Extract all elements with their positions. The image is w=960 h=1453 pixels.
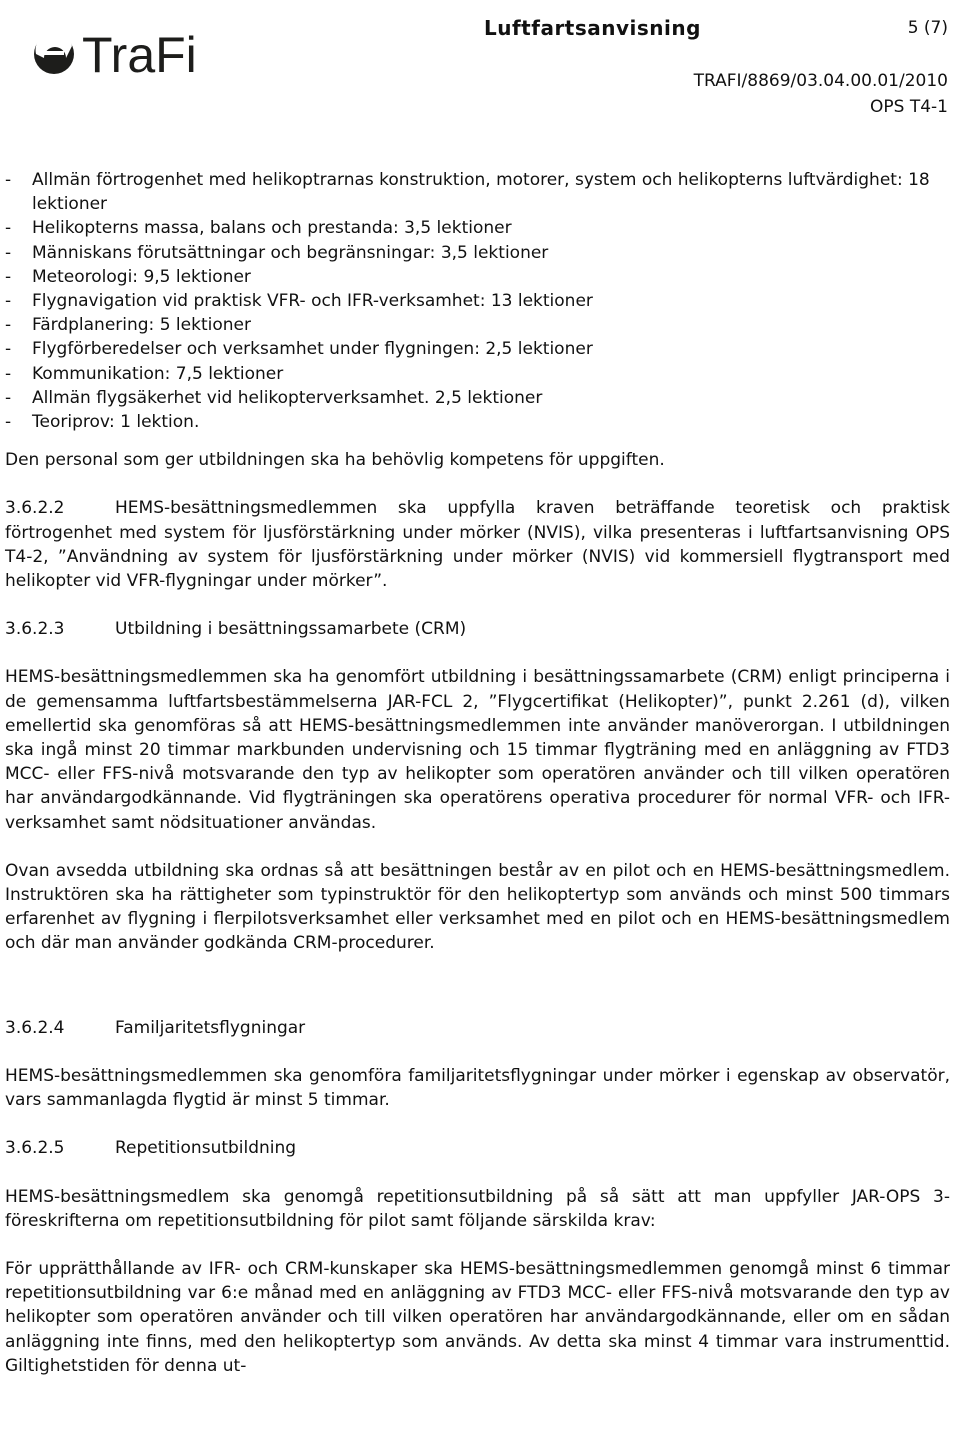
list-item: - Flygnavigation vid praktisk VFR- och IFR-verksamhet: 13 lektioner bbox=[5, 291, 593, 312]
lesson-list bbox=[5, 168, 950, 434]
document-body bbox=[5, 168, 950, 1378]
ifr-crm-maintenance-paragraph: För upprätthållande av IFR- och CRM-kunskaper ska HEMS-besättningsmedlemmen genomgå minst 6 timmar repetitionsutbildning var 6:e månad med en anläggning av FTD3 MCC- eller FFS-nivå motsvarande den typ av helikopter som operatören använder och till vilken operatören har användargodkännande, eller om en sådan anläggning inte finns, med den helikoptertyp som används. Av detta ska minst 4 timmar vara instrumenttid. Giltighetstiden för denna ut- bbox=[5, 1258, 950, 1376]
trafi-logo bbox=[32, 18, 242, 90]
list-item: - Meteorologi: 9,5 lektioner bbox=[5, 266, 251, 287]
ops-code: OPS T4-1 bbox=[870, 97, 948, 117]
section-number: 3.6.2.2 bbox=[5, 498, 65, 519]
section-title: Familjaritetsflygningar bbox=[115, 1017, 306, 1038]
section-number: 3.6.2.5 bbox=[5, 1138, 65, 1159]
list-item: - Flygförberedelser och verksamhet under flygningen: 2,5 lektioner bbox=[5, 339, 593, 360]
list-item: - Helikopterns massa, balans och prestanda: 3,5 lektioner bbox=[5, 218, 512, 239]
page-number: 5 (7) bbox=[907, 18, 948, 38]
section-heading-3625 bbox=[5, 1136, 950, 1160]
list-item: - Teoriprov: 1 lektion. bbox=[5, 412, 200, 433]
list-item: - Färdplanering: 5 lektioner bbox=[5, 315, 251, 336]
staff-competence-paragraph: Den personal som ger utbildningen ska ha behövlig kompetens för uppgiften. bbox=[5, 450, 665, 471]
section-number: 3.6.2.4 bbox=[5, 1017, 65, 1038]
section-title: Repetitionsutbildning bbox=[115, 1138, 297, 1159]
logo-wordmark: TraFi bbox=[82, 27, 197, 83]
crm-training-paragraph: HEMS-besättningsmedlemmen ska ha genomfört utbildning i besättningssamarbete (CRM) enligt principerna i de gemensamma luftfartsbestämmelserna JAR-FCL 2, ”Flygcertifikat (Helikopter)”, punkt 2.261 (d), vilken emellertid ska genomföras så att HEMS-besättningsmedlemmen inte använder manöverorgan. I utbildningen ska ingå minst 20 timmar markbunden undervisning och 15 timmar flygträning med en anläggning av FTD3 MCC- eller FFS-nivå motsvarande den typ av helikopter som operatören använder och till vilken operatören har användargodkännande. Vid flygträningen ska operatörens operativa procedurer för normal VFR- och IFR-verksamhet samt nödsituationer användas. bbox=[5, 667, 950, 833]
list-item: - Människans förutsättningar och begränsningar: 3,5 lektioner bbox=[5, 242, 549, 263]
section-title: Utbildning i besättningssamarbete (CRM) bbox=[115, 619, 467, 640]
document-type: Luftfartsanvisning bbox=[484, 16, 701, 40]
section-number: 3.6.2.3 bbox=[5, 619, 65, 640]
list-item: - Allmän förtrogenhet med helikoptrarnas konstruktion, motorer, system och helikopterns luftvärdighet: 18 lektioner bbox=[5, 170, 930, 215]
list-item: - Kommunikation: 7,5 lektioner bbox=[5, 363, 284, 384]
recurrent-training-paragraph: HEMS-besättningsmedlem ska genomgå repetitionsutbildning på så sätt att man uppfyller JAR-OPS 3-föreskrifterna om repetitionsutbildning för pilot samt följande särskilda krav: bbox=[5, 1186, 950, 1231]
section-heading-3624 bbox=[5, 1016, 950, 1040]
list-item: - Allmän flygsäkerhet vid helikopterverksamhet. 2,5 lektioner bbox=[5, 387, 543, 408]
familiarization-paragraph: HEMS-besättningsmedlemmen ska genomföra familjaritetsflygningar under mörker i egenskap av observatör, vars sammanlagda flygtid är minst 5 timmar. bbox=[5, 1065, 950, 1111]
section-3622-paragraph: 3.6.2.2 HEMS-besättningsmedlemmen ska uppfylla kraven beträffande teoretisk och praktisk förtrogenhet med system för ljusförstärkning under mörker (NVIS), vilka presenteras i luftfartsanvisning OPS T4-2, ”Användning av system för ljusförstärkning under mörker (NVIS) vid kommersiell flygtransport med helikopter vid VFR-flygningar under mörker”. bbox=[5, 498, 950, 592]
document-reference bbox=[694, 68, 948, 120]
reference-number: TRAFI/8869/03.04.00.01/2010 bbox=[693, 71, 948, 91]
section-heading-3623 bbox=[5, 617, 950, 641]
crm-instructor-paragraph: Ovan avsedda utbildning ska ordnas så att besättningen består av en pilot och en HEMS-besättningsmedlem. Instruktören ska ha rättigheter som typinstruktör för den helikoptertyp som används och minst 500 timmars erfarenhet av flygning i flerpilotsverksamhet eller verksamhet med en pilot och en HEMS-besättningsmedlem och där man använder godkända CRM-procedurer. bbox=[5, 860, 950, 954]
